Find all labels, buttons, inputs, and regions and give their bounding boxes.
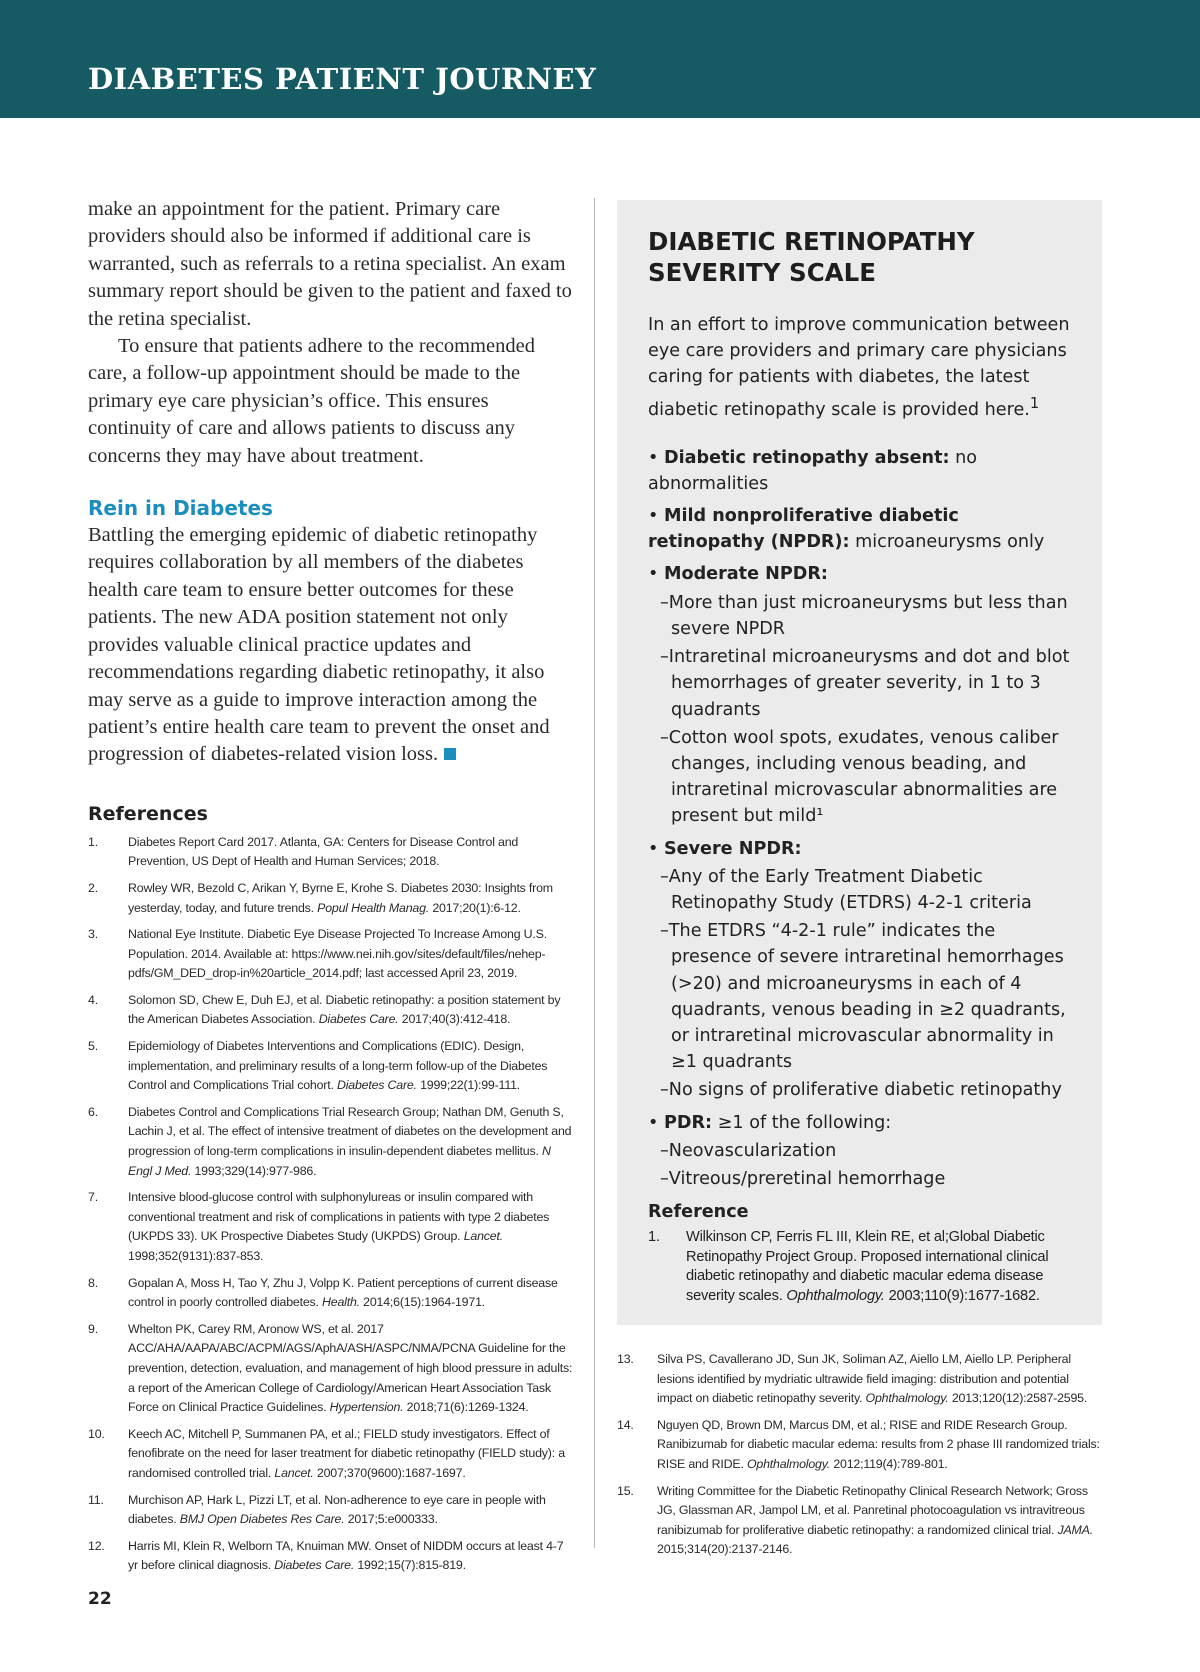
reference-list — [88, 833, 574, 1576]
reference-number: 5. — [88, 1039, 98, 1054]
column-divider — [594, 198, 595, 1548]
sidebar-reference — [648, 1228, 1072, 1306]
severity-item — [648, 561, 1072, 829]
reference-journal: JAMA. — [1057, 1522, 1093, 1537]
reference-item — [617, 1350, 1102, 1409]
reference-text: National Eye Institute. Diabetic Eye Disease Projected To Increase Among U.S. Population. 2014. Available at: https://www.nei.nih.gov/sites/default/files/nehep-pdfs/GM_DED_drop-in%20article_2014.pdf; last accessed April 23, 2019. — [128, 927, 547, 981]
severity-label: PDR: — [663, 1112, 713, 1133]
reference-body — [128, 1537, 574, 1576]
sidebar-intro-text: In an effort to improve communication between eye care providers and primary care physicians caring for patients with diabetes, the latest diabetic retinopathy scale is provided here. — [648, 315, 1070, 420]
severity-description: ≥1 of the following: — [712, 1112, 892, 1133]
reference-text: Rowley WR, Bezold C, Arikan Y, Byrne E, Krohe S. Diabetes 2030: Insights from yesterday, today, and future trends. — [128, 880, 553, 915]
bullet-icon: • — [648, 447, 664, 468]
reference-journal: Ophthalmology. — [865, 1391, 949, 1406]
reference-body — [128, 1188, 574, 1266]
reference-body — [128, 991, 574, 1030]
section-paragraph — [88, 522, 574, 769]
sidebar-intro-footnote: 1 — [1029, 394, 1040, 412]
reference-journal: Health. — [322, 1295, 360, 1310]
reference-body — [128, 1274, 574, 1313]
section-paragraph-text: Battling the emerging epidemic of diabetic retinopathy requires collaboration by all members of the diabetes health care team to ensure better outcomes for these patients. The new ADA position statement not only provides valuable clinical practice updates and recommendations regarding diabetic retinopathy, it also may serve as a guide to improve interaction among the patient’s entire health care team to prevent the onset and progression of diabetes-related vision loss. — [88, 524, 550, 766]
severity-label: Moderate NPDR: — [663, 564, 828, 585]
reference-tail: 1998;352(9131):837-853. — [128, 1249, 264, 1263]
reference-text: Solomon SD, Chew E, Duh EJ, et al. Diabetic retinopathy: a position statement by the American Diabetes Association. — [128, 992, 561, 1027]
reference-body — [128, 833, 574, 872]
sidebar-reference-text — [686, 1228, 1072, 1306]
body-paragraph: To ensure that patients adhere to the recommended care, a follow-up appointment should be made to the primary eye care physician’s office. This ensures continuity of care and allows patients to discuss any concerns they may have about treatment. — [88, 335, 535, 467]
reference-list — [617, 1350, 1102, 1560]
severity-subitem: –Cotton wool spots, exudates, venous caliber changes, including venous beading, and intraretinal microvascular abnormalities are present but mild¹ — [660, 727, 1059, 827]
severity-subitem: –Any of the Early Treatment Diabetic Retinopathy Study (ETDRS) 4-2-1 criteria — [660, 866, 1032, 913]
reference-journal: Ophthalmology. — [746, 1456, 831, 1471]
sidebar-reference-number: 1. — [648, 1229, 660, 1246]
severity-subitem: –Intraretinal microaneurysms and dot and blot hemorrhages of greater severity, in 1 to 3 quadrants — [660, 647, 1070, 720]
reference-tail: 2018;71(6):1269-1324. — [406, 1400, 529, 1415]
severity-label: Diabetic retinopathy absent: — [663, 447, 950, 468]
reference-tail: 2017;40(3):412-418. — [401, 1012, 511, 1027]
severity-sublist — [648, 1138, 1072, 1192]
severity-description: microaneurysms only — [849, 532, 1045, 553]
reference-number: 4. — [88, 992, 98, 1007]
reference-journal: Lancet. — [274, 1465, 314, 1480]
severity-item — [648, 503, 1072, 555]
reference-body — [657, 1416, 1102, 1475]
severity-sublist — [648, 864, 1072, 1104]
severity-label: Mild nonproliferative diabetic retinopathy (NPDR): — [648, 506, 959, 553]
reference-text: Silva PS, Cavallerano JD, Sun JK, Soliman AZ, Aiello LM, Aiello LP. Peripheral lesions identified by mydriatic ultrawide field imaging: distribution and potential impact on diabetic retinopathy severity. — [657, 1352, 1071, 1406]
reference-item — [88, 1537, 574, 1576]
reference-number: 12. — [88, 1538, 105, 1553]
reference-journal: Diabetes Care. — [274, 1558, 355, 1573]
reference-body — [657, 1350, 1102, 1409]
reference-text: Harris MI, Klein R, Welborn TA, Knuiman MW. Onset of NIDDM occurs at least 4-7 yr before clinical diagnosis. — [128, 1538, 564, 1573]
reference-item — [617, 1482, 1102, 1560]
reference-journal: Diabetes Care. — [318, 1012, 399, 1027]
reference-number: 3. — [88, 927, 98, 942]
reference-number: 7. — [88, 1190, 98, 1205]
reference-tail: 1992;15(7):815-819. — [357, 1558, 466, 1573]
severity-subitem: –Vitreous/preretinal hemorrhage — [660, 1168, 946, 1189]
reference-journal: N Engl J Med. — [128, 1144, 551, 1178]
reference-journal: Hypertension. — [329, 1400, 404, 1415]
reference-item — [88, 1037, 574, 1096]
reference-text: Wilkinson CP, Ferris FL III, Klein RE, et al;Global Diabetic Retinopathy Project Group. Proposed international clinical diabetic retinopathy and diabetic macular edema disease severity scales. — [686, 1229, 1049, 1304]
reference-item — [88, 925, 574, 984]
reference-number: 10. — [88, 1426, 105, 1441]
sidebar-intro — [648, 312, 1072, 423]
reference-journal: Diabetes Care. — [336, 1078, 417, 1093]
reference-tail: 2017;5:e000333. — [347, 1512, 438, 1527]
main-column — [88, 196, 574, 1583]
sidebar-title: DIABETIC RETINOPATHY SEVERITY SCALE — [648, 227, 975, 287]
sidebar-reference-heading: Reference — [648, 1202, 749, 1223]
reference-number: 8. — [88, 1275, 98, 1290]
reference-text: Murchison AP, Hark L, Pizzi LT, et al. Non-adherence to eye care in people with diabetes. — [128, 1492, 546, 1527]
reference-item — [88, 1274, 574, 1313]
reference-text: Whelton PK, Carey RM, Aronow WS, et al. 2017 ACC/AHA/AAPA/ABC/ACPM/AGS/AphA/ASH/ASPC/NMA/PCNA Guideline for the prevention, detection, evaluation, and management of high blood pressure in adults: a report of the American College of Cardiology/American Heart Association Task Force on Clinical Practice Guidelines. — [128, 1321, 573, 1415]
severity-sublist — [648, 590, 1072, 830]
reference-tail: 2003;110(9):1677-1682. — [888, 1287, 1040, 1304]
reference-item — [88, 1320, 574, 1418]
reference-list-continued — [617, 1350, 1102, 1567]
reference-number: 15. — [617, 1483, 634, 1498]
section-heading: Rein in Diabetes — [88, 496, 273, 521]
severity-subitem: –Neovascularization — [660, 1140, 837, 1161]
reference-body — [128, 1491, 574, 1530]
reference-item — [88, 1103, 574, 1181]
reference-number: 11. — [88, 1492, 104, 1507]
severity-label: Severe NPDR: — [663, 838, 802, 859]
reference-text: Nguyen QD, Brown DM, Marcus DM, et al.; RISE and RIDE Research Group. Ranibizumab for diabetic macular edema: results from 2 phase III randomized trials: RISE and RIDE. — [657, 1417, 1100, 1471]
reference-tail: 2017;20(1):6-12. — [432, 900, 521, 915]
reference-body — [128, 1037, 574, 1096]
reference-item — [88, 879, 574, 918]
severity-item — [648, 445, 1072, 497]
reference-text: Epidemiology of Diabetes Interventions and Complications (EDIC). Design, implementation, and preliminary results of a long-term follow-up of the Diabetes Control and Complications Trial cohort. — [128, 1039, 548, 1093]
page-number: 22 — [88, 1589, 112, 1609]
reference-text: Intensive blood-glucose control with sulphonylureas or insulin compared with conventional treatment and risk of complications in patients with type 2 diabetes (UKPDS 33). UK Prospective Diabetes Study (UKPDS) Group. — [128, 1190, 550, 1244]
reference-number: 2. — [88, 880, 98, 895]
reference-tail: 2013;120(12):2587-2595. — [951, 1391, 1088, 1406]
body-paragraph: make an appointment for the patient. Primary care providers should also be informed if additional care is warranted, such as referrals to a retina specialist. An exam summary report should be given to the patient and faxed to the retina specialist. — [88, 198, 572, 330]
header-title: DIABETES PATIENT JOURNEY — [88, 62, 597, 96]
reference-number: 1. — [88, 834, 98, 849]
reference-number: 14. — [617, 1417, 634, 1432]
references-heading: References — [88, 802, 208, 825]
reference-text: Writing Committee for the Diabetic Retinopathy Clinical Research Network; Gross JG, Glassman AR, Jampol LM, et al. Panretinal photocoagulation vs intravitreous ranibizumab for proliferative diabetic retinopathy: a randomized clinical trial. — [657, 1483, 1088, 1537]
reference-number: 9. — [88, 1321, 98, 1336]
reference-item — [88, 991, 574, 1030]
bullet-icon: • — [648, 1112, 664, 1133]
reference-body — [128, 1425, 574, 1484]
bullet-icon: • — [648, 506, 664, 527]
header-bar — [0, 0, 1200, 118]
reference-tail: 2015;314(20):2137-2146. — [657, 1542, 793, 1557]
reference-journal: Lancet. — [463, 1229, 503, 1244]
reference-tail: 1999;22(1):99-111. — [420, 1078, 521, 1093]
severity-subitem: –More than just microaneurysms but less than severe NPDR — [660, 592, 1068, 639]
reference-text: Diabetes Report Card 2017. Atlanta, GA: Centers for Disease Control and Prevention, US Dept of Health and Human Services; 2018. — [128, 834, 519, 869]
severity-item — [648, 836, 1072, 1104]
reference-tail: 2014;6(15):1964-1971. — [363, 1295, 485, 1310]
reference-tail: 2007;370(9600):1687-1697. — [316, 1465, 466, 1480]
reference-text: Gopalan A, Moss H, Tao Y, Zhu J, Volpp K. Patient perceptions of current disease control in poorly controlled diabetes. — [128, 1275, 558, 1310]
bullet-icon: • — [648, 838, 664, 859]
severity-subitem: –No signs of proliferative diabetic retinopathy — [660, 1080, 1062, 1101]
reference-body — [128, 1320, 574, 1418]
reference-journal: Popul Health Manag. — [317, 900, 430, 915]
end-square-icon — [444, 748, 456, 760]
reference-body — [128, 1103, 574, 1181]
reference-body — [128, 925, 574, 984]
severity-scale-sidebar — [617, 200, 1102, 1325]
bullet-icon: • — [648, 564, 664, 585]
reference-number: 13. — [617, 1352, 634, 1366]
severity-description: no abnormalities — [648, 447, 978, 494]
severity-subitem: –The ETDRS “4-2-1 rule” indicates the presence of severe intraretinal hemorrhages (>20) and microaneurysms in each of 4 quadrants, venous beading in ≥2 quadrants, or intraretinal microvascular abnormality in ≥1 quadrants — [660, 921, 1066, 1073]
reference-item — [88, 1491, 574, 1530]
reference-body — [657, 1482, 1102, 1560]
reference-item — [88, 1188, 574, 1266]
reference-number: 6. — [88, 1104, 98, 1119]
reference-tail: 2012;119(4):789-801. — [833, 1456, 948, 1471]
reference-journal: Ophthalmology. — [786, 1287, 885, 1304]
reference-text: Keech AC, Mitchell P, Summanen PA, et al.; FIELD study investigators. Effect of fenofibrate on the need for laser treatment for diabetic retinopathy (FIELD study): a randomised controlled trial. — [128, 1426, 565, 1480]
severity-list — [648, 445, 1072, 1192]
reference-tail: 1993;329(14):977-986. — [194, 1163, 317, 1178]
reference-body — [128, 879, 574, 918]
reference-item — [88, 833, 574, 872]
severity-item — [648, 1110, 1072, 1193]
reference-journal: BMJ Open Diabetes Res Care. — [179, 1512, 345, 1527]
reference-item — [88, 1425, 574, 1484]
reference-item — [617, 1416, 1102, 1475]
reference-text: Diabetes Control and Complications Trial Research Group; Nathan DM, Genuth S, Lachin J, et al. The effect of intensive treatment of diabetes on the development and progression of long-term complications in insulin-dependent diabetes mellitus. — [128, 1104, 572, 1159]
